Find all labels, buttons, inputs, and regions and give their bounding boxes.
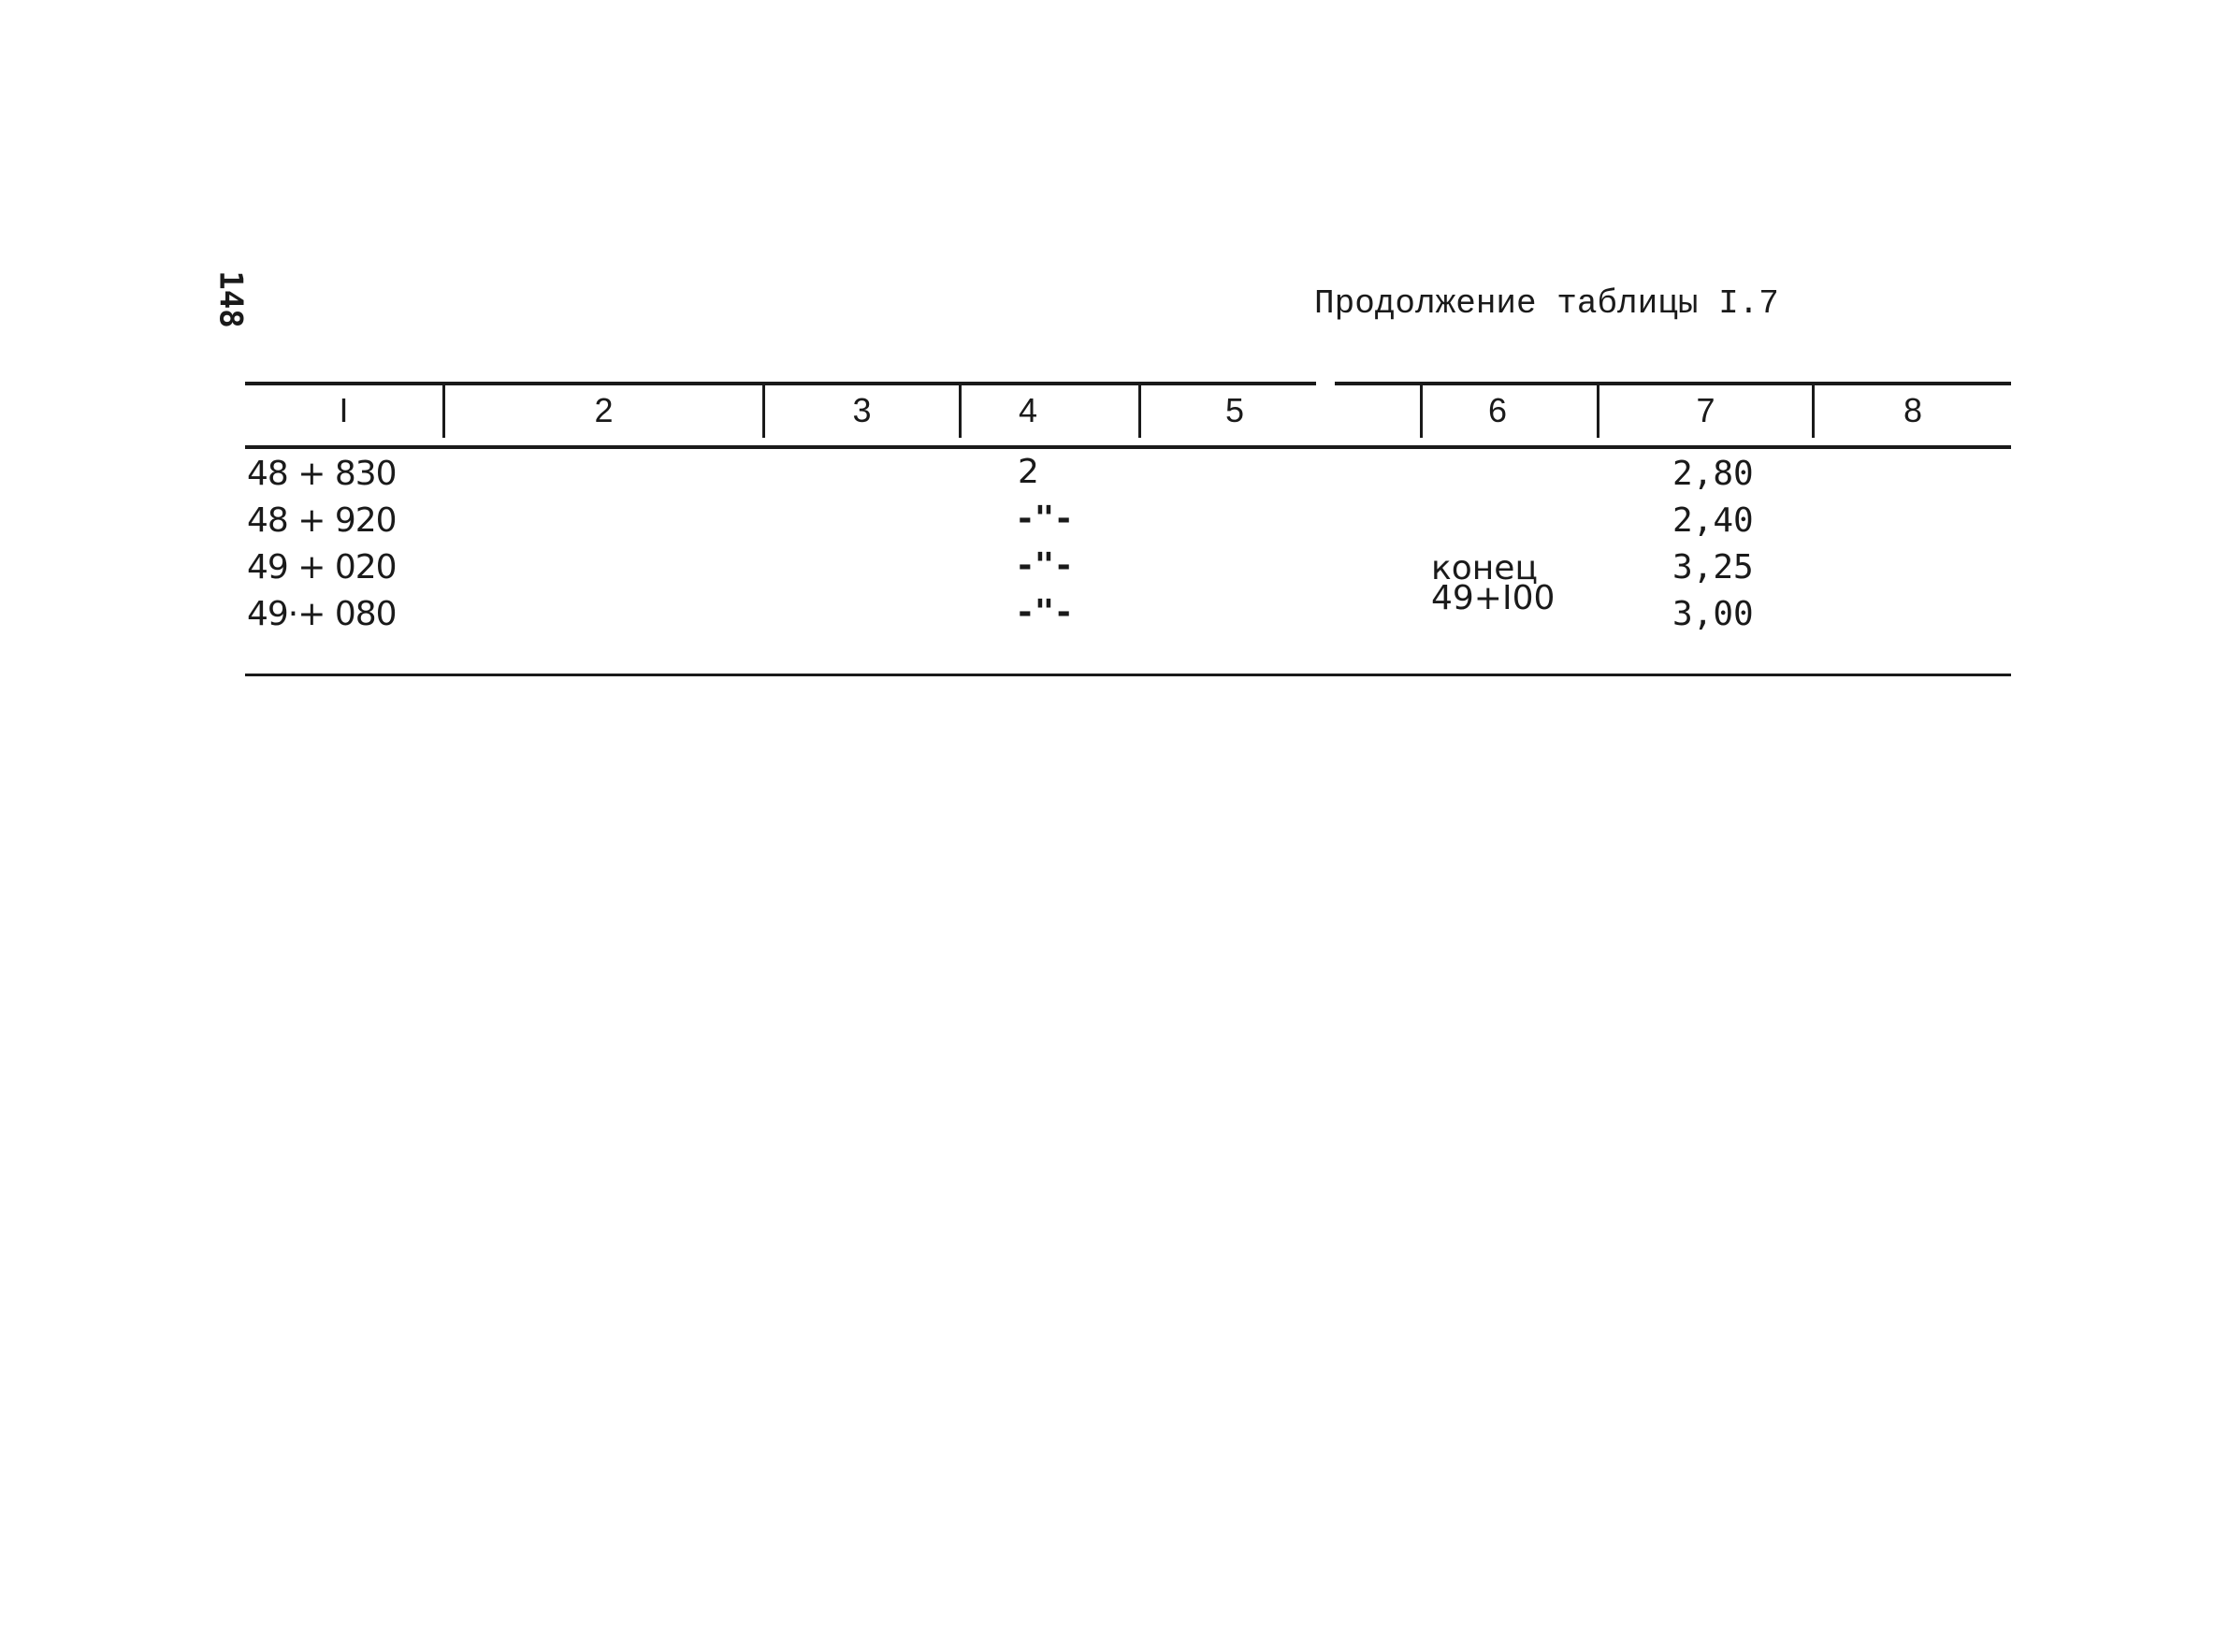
table-row-4-col-4: -"- xyxy=(1015,593,1074,631)
table-row-3-col-1: 49 + 020 xyxy=(247,548,397,587)
page-number: 148 xyxy=(212,270,251,328)
table-top-rule-right xyxy=(1335,382,2011,385)
table-note-end xyxy=(1431,549,1556,617)
table-row-4-col-1: 49·+ 080 xyxy=(247,595,397,633)
note-line-1: конец xyxy=(1431,549,1538,587)
table-bottom-rule xyxy=(245,674,2011,676)
column-header-8: 8 xyxy=(1903,391,1923,429)
column-header-6: 6 xyxy=(1487,391,1508,429)
table-row-3-col-7: 3,25 xyxy=(1672,548,1754,587)
table-row-3-col-4: -"- xyxy=(1015,546,1074,585)
table-row-1-col-1: 48 + 830 xyxy=(247,455,397,493)
table-row-2-col-4: -"- xyxy=(1015,500,1074,538)
table-row-2-col-1: 48 + 920 xyxy=(247,501,397,540)
table-row-2-col-7: 2,40 xyxy=(1672,501,1754,540)
column-header-3: 3 xyxy=(852,391,872,429)
column-header-2: 2 xyxy=(594,391,614,429)
table-caption: Продолжение таблицы I.7 xyxy=(1314,284,1779,323)
column-header-1: I xyxy=(339,391,349,429)
column-header-4: 4 xyxy=(1018,391,1038,429)
table-row-1-col-7: 2,80 xyxy=(1672,455,1754,493)
table-header-rule xyxy=(245,445,2011,449)
column-header-7: 7 xyxy=(1696,391,1715,429)
table-top-rule-left xyxy=(245,382,1316,385)
table-row-4-col-7: 3,00 xyxy=(1672,595,1754,633)
note-line-2: 49+I00 xyxy=(1431,579,1556,617)
table-row-1-col-4: 2 xyxy=(1018,453,1038,491)
column-header-5: 5 xyxy=(1224,391,1245,429)
